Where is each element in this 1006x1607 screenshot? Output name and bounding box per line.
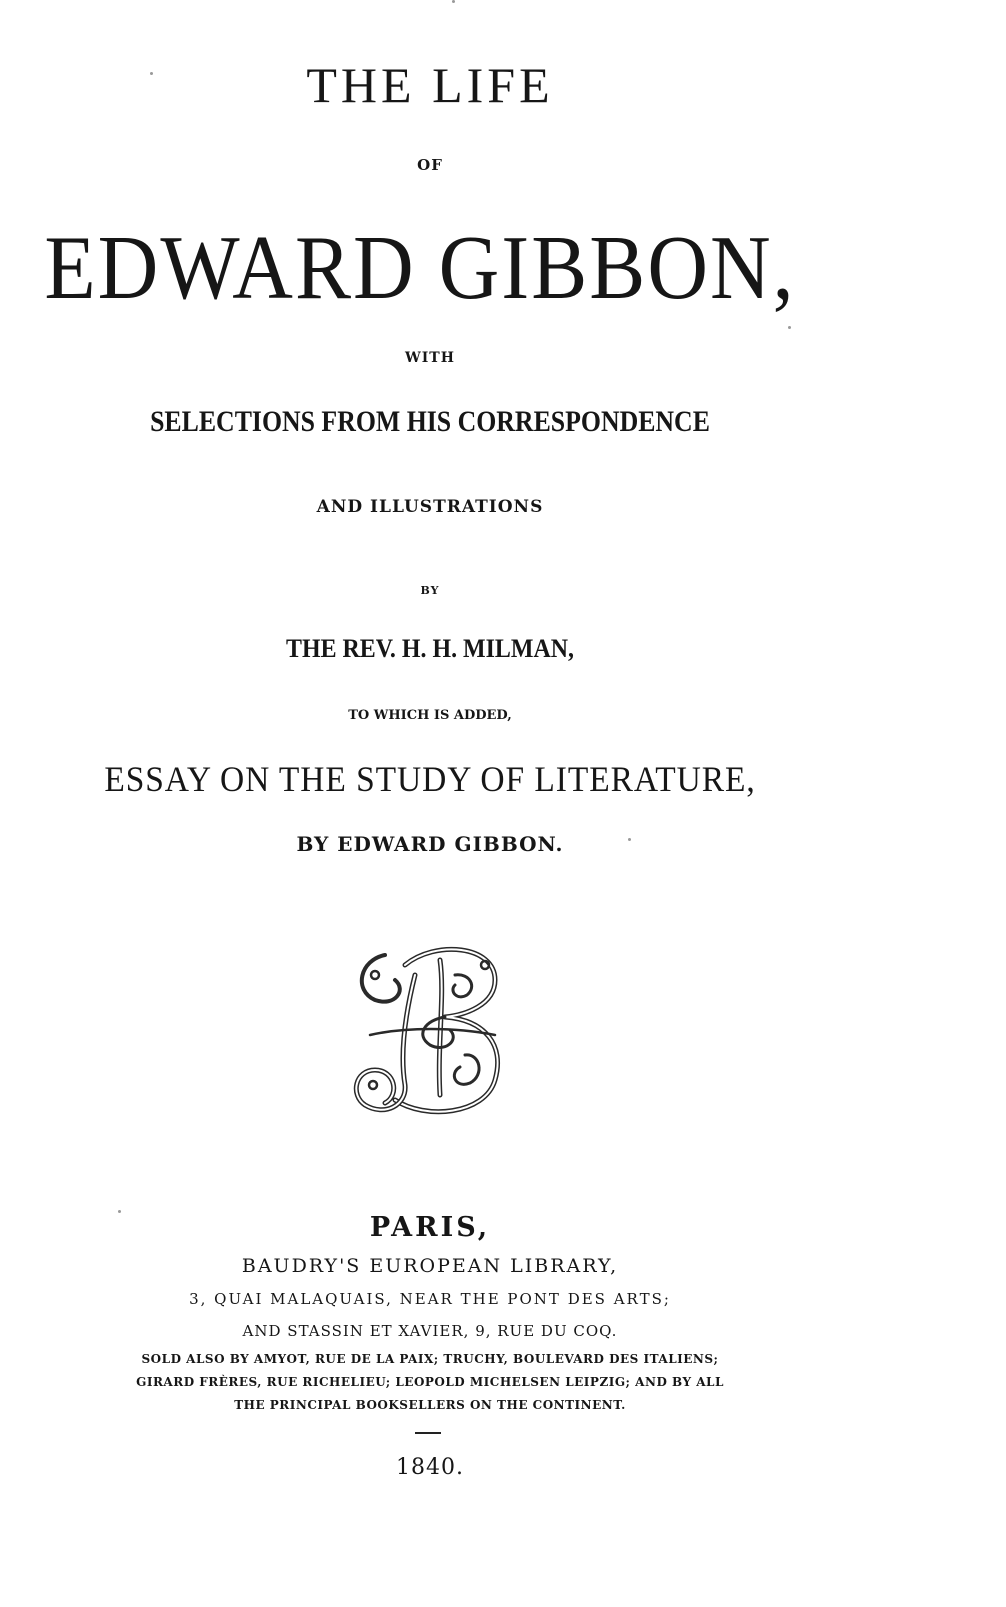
- scan-speck: [452, 0, 455, 3]
- title-of: OF: [417, 156, 443, 174]
- subtitle-with: WITH: [405, 350, 455, 366]
- essay-title: ESSAY ON THE STUDY OF LITERATURE,: [104, 759, 756, 799]
- publisher-monogram-icon: [345, 935, 515, 1125]
- imprint-publisher: BAUDRY'S EUROPEAN LIBRARY,: [241, 1255, 619, 1277]
- essay-author: BY EDWARD GIBBON.: [296, 832, 564, 856]
- title-edward-gibbon: EDWARD GIBBON,: [44, 218, 796, 319]
- scan-speck: [788, 326, 791, 329]
- imprint-sold-line-1: SOLD ALSO BY AMYOT, RUE DE LA PAIX; TRUCHY, BOULEVARD DES ITALIENS;: [141, 1352, 719, 1366]
- imprint-sold-line-3: THE PRINCIPAL BOOKSELLERS ON THE CONTINENT.: [234, 1398, 626, 1412]
- subtitle-selections: SELECTIONS FROM HIS CORRESPONDENCE: [150, 405, 710, 438]
- imprint-address: 3, QUAI MALAQUAIS, NEAR THE PONT DES ARTS;: [189, 1290, 671, 1308]
- scan-speck: [118, 1210, 121, 1213]
- imprint-city: PARIS,: [369, 1212, 491, 1243]
- imprint-also-address: AND STASSIN ET XAVIER, 9, RUE DU COQ.: [242, 1322, 618, 1340]
- scan-speck: [150, 72, 153, 75]
- imprint-divider: [415, 1432, 441, 1434]
- title-the-life: THE LIFE: [306, 57, 554, 113]
- by-label: BY: [420, 584, 440, 597]
- added-label: TO WHICH IS ADDED,: [348, 708, 512, 723]
- editor-name: THE REV. H. H. MILMAN,: [286, 634, 574, 663]
- imprint-year: 1840.: [396, 1455, 464, 1480]
- imprint-sold-line-2: GIRARD FRÈRES, RUE RICHELIEU; LEOPOLD MICHELSEN LEIPZIG; AND BY ALL: [136, 1375, 724, 1389]
- scan-speck: [628, 838, 631, 841]
- subtitle-illustrations: AND ILLUSTRATIONS: [316, 497, 544, 517]
